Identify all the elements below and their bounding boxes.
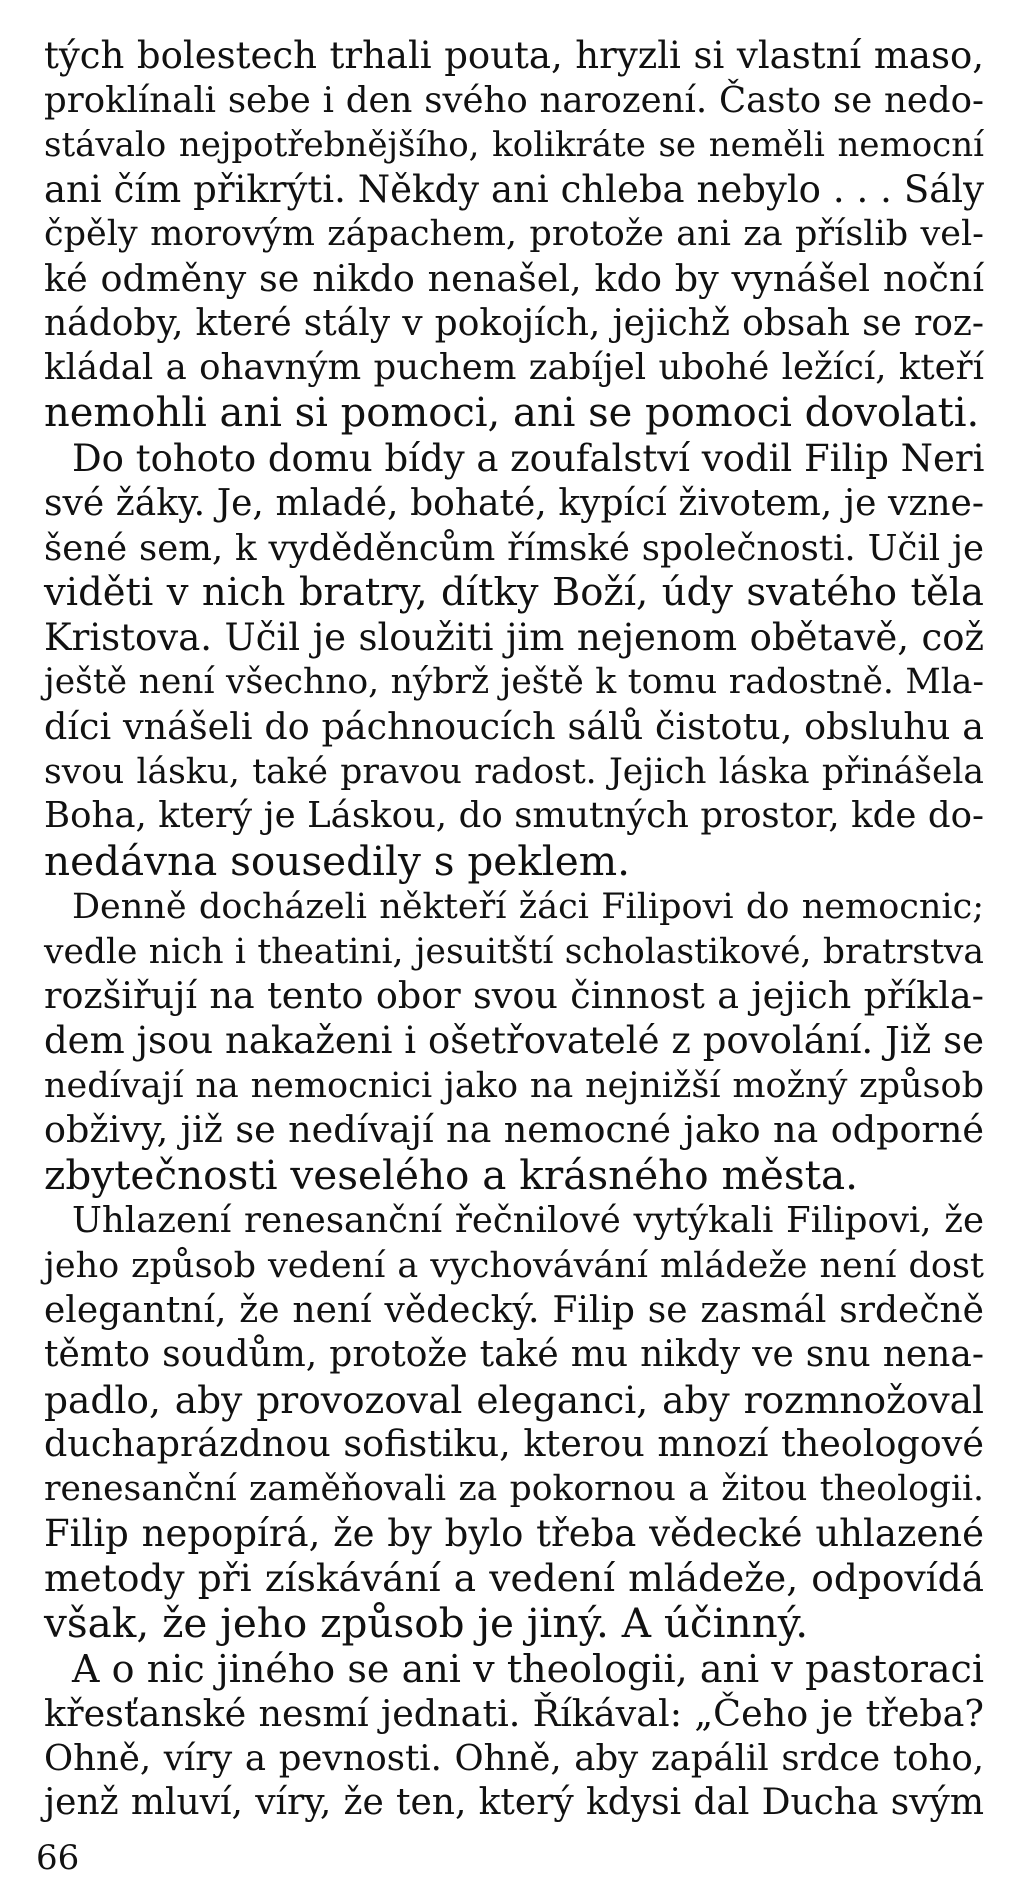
text-line: jenž mluví, víry, že ten, který kdysi dal Ducha svým [44,1782,984,1824]
text-line: Filip nepopírá, že by bylo třeba vědecké uhlazené [44,1511,984,1555]
text-line: těmto soudům, protože také mu nikdy ve snu nena- [44,1334,984,1376]
text-line: obživy, již se nedívají na nemocné jako na odporné [44,1108,984,1152]
text-line: metody při získávání a vedení mládeže, odpovídá [44,1556,984,1601]
text-line: tých bolestech trhali pouta, hryzli si vlastní maso, [44,34,984,77]
text-line: vedle nich i theatini, jesuitští scholastikové, bratrstva [44,931,984,972]
text-line: své žáky. Je, mladé, bohaté, kypící životem, je vzne- [44,482,984,524]
text-line: šené sem, k vyděděncům římské společnosti. Učil je [44,527,984,569]
text-line: proklínali sebe i den svého narození. Často se nedo- [44,79,984,121]
text-line: duchaprázdnou sofistiku, kterou mnozí theologové [44,1422,984,1466]
text-line: svou lásku, také pravou radost. Jejich láska přinášela [44,751,984,792]
text-line: díci vnášeli do páchnoucích sálů čistotu, obsluhu a [44,704,984,748]
text-line: však, že jeho způsob je jiný. A účinný. [44,1598,809,1647]
text-line: Uhlazení renesanční řečnilové vytýkali Filipovi, že [72,1200,984,1242]
text-line: rozšiřují na tento obor svou činnost a jejich příkla- [44,974,984,1018]
text-line: Boha, který je Láskou, do smutných prostor, kde do- [44,795,984,837]
text-line: jeho způsob vedení a vychovávání mládeže není dost [44,1246,984,1287]
text-line: padlo, aby provozoval eleganci, aby rozmnožoval [44,1377,984,1422]
page-number: 66 [36,1838,80,1878]
paragraph-2 [44,437,984,883]
paragraph-1 [44,34,984,435]
text-line: dem jsou nakaženi i ošetřovatelé z povolání. Již se [44,1019,984,1063]
text-line: viděti v nich bratry, dítky Boží, údy svatého těla [44,570,984,616]
text-line: elegantní, že není vědecký. Filip se zasmál srdečně [44,1289,984,1331]
text-line: nádoby, které stály v pokojích, jejichž obsah se roz- [44,302,984,344]
text-line: čpěly morovým zápachem, protože ani za příslib vel- [44,214,984,255]
text-line: stávalo nejpotřebnějšího, kolikráte se neměli nemocní [44,125,984,166]
text-line: renesanční zaměňovali za pokornou a žitou theologii. [44,1469,984,1509]
text-line: Kristova. Učil je sloužiti jim nejenom obětavě, což [44,615,984,659]
body-text [44,34,984,1826]
paragraph-3 [44,885,984,1197]
paragraph-4 [44,1199,984,1645]
text-line: ještě není všechno, nýbrž ještě k tomu radostně. Mla- [44,662,984,703]
text-line: nedávna sousedily s peklem. [44,836,630,885]
text-line: ké odměny se nikdo nenašel, kdo by vynášel noční [44,256,984,300]
text-line: zbytečnosti veselého a krásného města. [44,1150,858,1199]
text-line: ani čím přikrýti. Někdy ani chleba nebylo . . . Sály [44,167,984,211]
text-line: nedívají na nemocnici jako na nejnižší možný způsob [44,1065,984,1106]
text-line: nemohli ani si pomoci, ani se pomoci dovolati. [44,389,980,436]
text-line: Do tohoto domu bídy a zoufalství vodil Filip Neri [72,437,985,481]
paragraph-5 [44,1647,984,1825]
text-line: A o nic jiného se ani v theologii, ani v pastoraci [72,1647,984,1692]
text-line: Ohně, víry a pevnosti. Ohně, aby zapálil srdce toho, [44,1737,984,1779]
text-line: kládal a ohavným puchem zabíjel ubohé ležící, kteří [44,347,984,389]
text-line: Denně docházeli někteří žáci Filipovi do nemocnic; [72,887,984,928]
text-line: křesťanské nesmí jednati. Říkával: „Čeho je třeba? [44,1691,984,1735]
